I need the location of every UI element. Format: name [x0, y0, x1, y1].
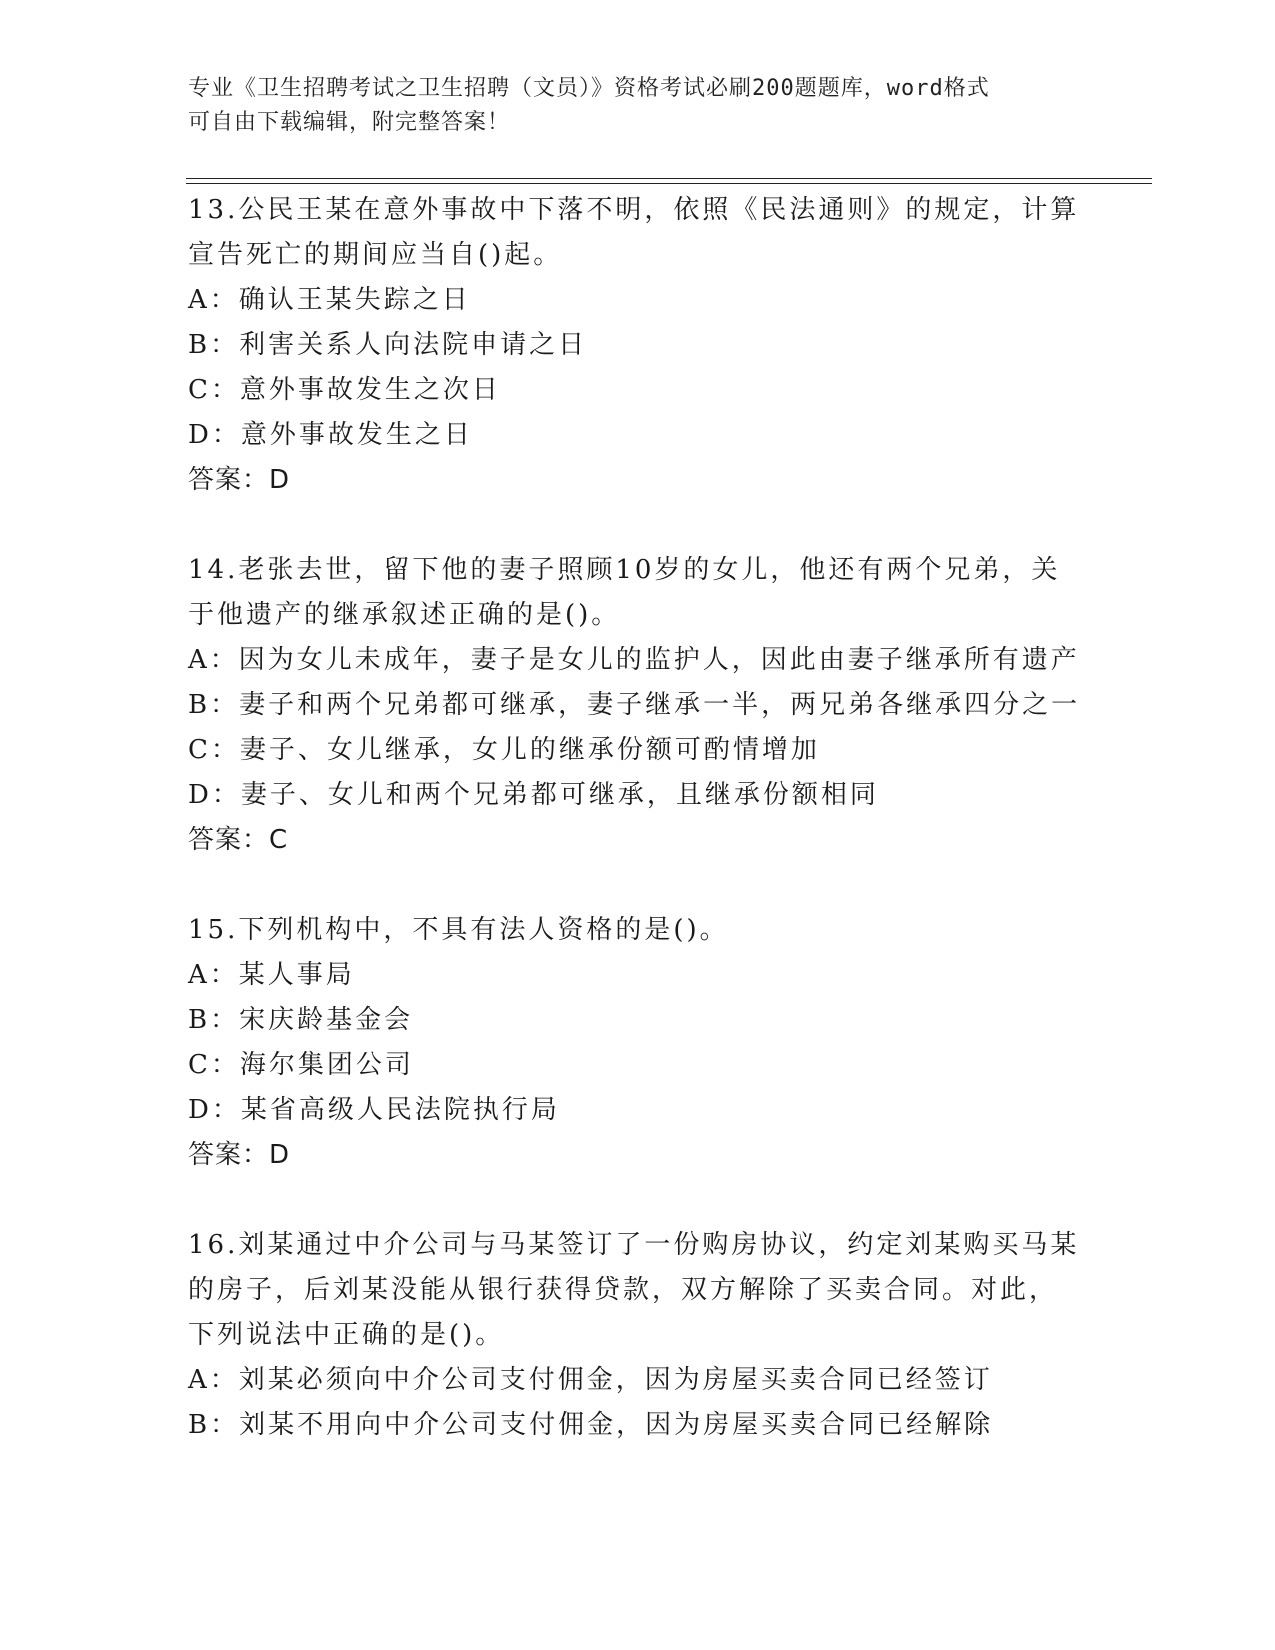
question-stem: [188, 188, 1088, 278]
option-a: A：因为女儿未成年，妻子是女儿的监护人，因此由妻子继承所有遗产: [188, 645, 1080, 675]
option-b: B：利害关系人向法院申请之日: [188, 330, 588, 360]
stem-line: 的房子，后刘某没能从银行获得贷款，双方解除了买卖合同。对此，: [188, 1275, 1059, 1305]
answer-line: 答案：C: [188, 825, 289, 855]
question-spacer: [188, 503, 1088, 548]
question-stem: [188, 1223, 1088, 1358]
option-c: C：妻子、女儿继承，女儿的继承份额可酌情增加: [188, 735, 820, 765]
stem-line: 16.刘某通过中介公司与马某签订了一份购房协议，约定刘某购买马某: [188, 1230, 1080, 1260]
question-stem: [188, 548, 1088, 638]
option-b: B：妻子和两个兄弟都可继承，妻子继承一半，两兄弟各继承四分之一: [188, 690, 1081, 720]
stem-line: 下列说法中正确的是()。: [188, 1320, 505, 1350]
document-header: [188, 72, 1068, 140]
question-spacer: [188, 863, 1088, 908]
option-d: D：妻子、女儿和两个兄弟都可继承，且继承份额相同: [188, 780, 879, 810]
question-13: [188, 188, 1088, 503]
option-b: B：宋庆龄基金会: [188, 1005, 414, 1035]
stem-line: 于他遗产的继承叙述正确的是()。: [188, 600, 621, 630]
option-a: A：确认王某失踪之日: [188, 285, 471, 315]
option-d: D：某省高级人民法院执行局: [188, 1095, 560, 1125]
option-c: C：海尔集团公司: [188, 1050, 414, 1080]
option-c: C：意外事故发生之次日: [188, 375, 501, 405]
stem-line: 14.老张去世，留下他的妻子照顾10岁的女儿，他还有两个兄弟，关: [188, 555, 1061, 585]
option-d: D：意外事故发生之日: [188, 420, 473, 450]
question-list: [188, 188, 1088, 1448]
question-14: [188, 548, 1088, 863]
stem-line: 15.下列机构中，不具有法人资格的是()。: [188, 915, 729, 945]
header-line: 可自由下载编辑，附完整答案！: [188, 110, 511, 135]
header-divider-thin: [186, 183, 1152, 184]
answer-line: 答案：D: [188, 465, 291, 495]
question-stem: [188, 908, 1088, 953]
question-15: [188, 908, 1088, 1178]
question-16: [188, 1223, 1088, 1448]
answer-line: 答案：D: [188, 1140, 291, 1170]
stem-line: 宣告死亡的期间应当自()起。: [188, 240, 563, 270]
option-a: A：刘某必须向中介公司支付佣金，因为房屋买卖合同已经签订: [188, 1365, 993, 1395]
header-divider: [186, 178, 1152, 179]
option-b: B：刘某不用向中介公司支付佣金，因为房屋买卖合同已经解除: [188, 1410, 994, 1440]
stem-line: 13.公民王某在意外事故中下落不明，依照《民法通则》的规定，计算: [188, 195, 1080, 225]
option-a: A：某人事局: [188, 960, 355, 990]
question-spacer: [188, 1178, 1088, 1223]
header-line: 专业《卫生招聘考试之卫生招聘（文员）》资格考试必刷200题题库，word格式: [188, 76, 990, 101]
